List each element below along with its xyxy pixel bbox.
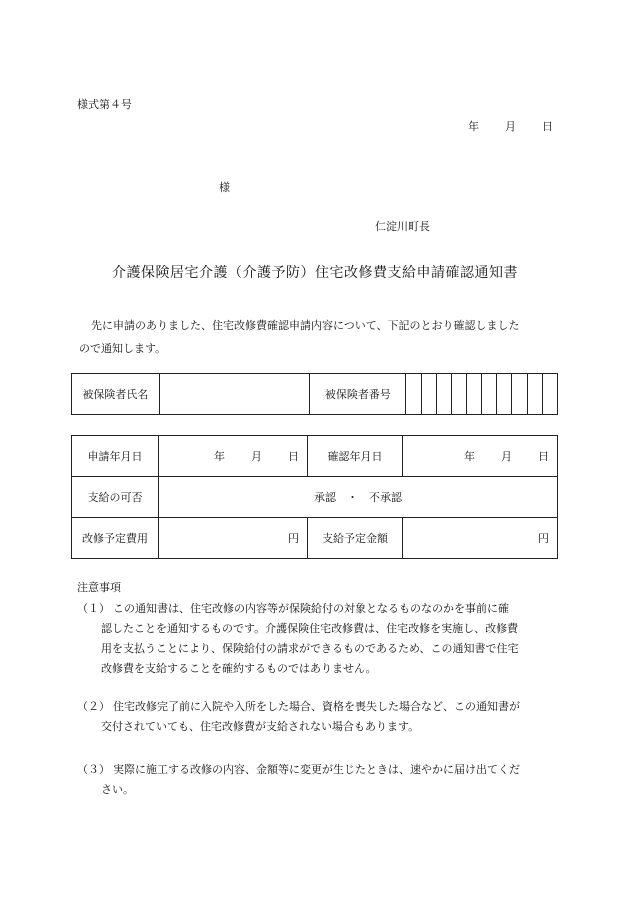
- year-label: 年: [464, 450, 475, 463]
- intro-line-1: 先に申請のありました、住宅改修費確認申請内容について、下記のとおり確認しました: [91, 319, 520, 332]
- planned-payment-field[interactable]: [403, 518, 558, 559]
- note-number: （２）: [77, 700, 110, 713]
- note-line: この通知書は、住宅改修の内容等が保険給付の対象となるものなのかを事前に確: [113, 602, 509, 615]
- day-label: 日: [542, 120, 553, 133]
- insured-number-box[interactable]: [466, 374, 481, 415]
- addressee-suffix: 様: [219, 181, 230, 194]
- insured-number-box[interactable]: [406, 374, 421, 415]
- year-label: 年: [214, 450, 225, 463]
- form-number: 様式第４号: [77, 98, 132, 111]
- confirmation-date-label: 確認年月日: [308, 436, 403, 477]
- approval-options[interactable]: 承認 ・ 不承認: [159, 477, 558, 518]
- note-line: 住宅改修完了前に入院や入所をした場合、資格を喪失した場合など、この通知書が: [113, 700, 520, 713]
- note-item: [77, 599, 557, 679]
- application-date-field[interactable]: [159, 436, 308, 477]
- planned-cost-label: 改修予定費用: [72, 518, 159, 559]
- yen-unit: 円: [538, 532, 549, 545]
- confirmation-date-field[interactable]: [403, 436, 558, 477]
- note-item: [77, 760, 557, 800]
- note-line: 用を支払うことにより、保険給付の請求ができるものであるため、この通知書で住宅: [101, 642, 519, 655]
- issue-date-line: [468, 118, 553, 134]
- insured-number-box[interactable]: [542, 374, 557, 415]
- month-label: 月: [505, 120, 516, 133]
- insured-number-box[interactable]: [436, 374, 451, 415]
- issuer-name: 仁淀川町長: [375, 220, 430, 233]
- insured-number-box[interactable]: [497, 374, 512, 415]
- month-label: 月: [251, 450, 262, 463]
- planned-payment-label: 支給予定金額: [308, 518, 403, 559]
- note-line: 改修費を支給することを確約するものではありません。: [101, 662, 377, 675]
- notes-heading: 注意事項: [77, 581, 121, 594]
- application-date-label: 申請年月日: [72, 436, 159, 477]
- insured-number-box[interactable]: [512, 374, 527, 415]
- yen-unit: 円: [288, 532, 299, 545]
- year-label: 年: [468, 120, 479, 133]
- insured-name-field[interactable]: [159, 374, 310, 415]
- day-label: 日: [538, 450, 549, 463]
- note-line: 実際に施工する改修の内容、金額等に変更が生じたときは、速やかに届け出てくだ: [113, 763, 520, 776]
- document-title: 介護保険居宅介護（介護予防）住宅改修費支給申請確認通知書: [112, 265, 518, 281]
- intro-paragraph: [79, 314, 559, 360]
- approval-label: 支給の可否: [72, 477, 159, 518]
- intro-line-2: ので通知します。: [79, 342, 167, 355]
- insured-table: [71, 373, 558, 415]
- insured-number-box[interactable]: [527, 374, 542, 415]
- insured-number-box[interactable]: [451, 374, 466, 415]
- details-table: [71, 435, 558, 559]
- insured-number-box[interactable]: [421, 374, 436, 415]
- note-line: 認したことを通知するものです。介護保険住宅改修費は、住宅改修を実施し、改修費: [101, 622, 519, 635]
- planned-cost-field[interactable]: [159, 518, 308, 559]
- insured-number-label: 被保険者番号: [310, 374, 406, 415]
- note-item: [77, 697, 557, 737]
- day-label: 日: [288, 450, 299, 463]
- month-label: 月: [501, 450, 512, 463]
- note-number: （３）: [77, 763, 110, 776]
- note-line: 交付されていても、住宅改修費が支給されない場合もあります。: [101, 720, 420, 733]
- note-line: さい。: [101, 783, 134, 796]
- insured-name-label: 被保険者氏名: [72, 374, 160, 415]
- note-number: （１）: [77, 602, 110, 615]
- insured-number-box[interactable]: [482, 374, 497, 415]
